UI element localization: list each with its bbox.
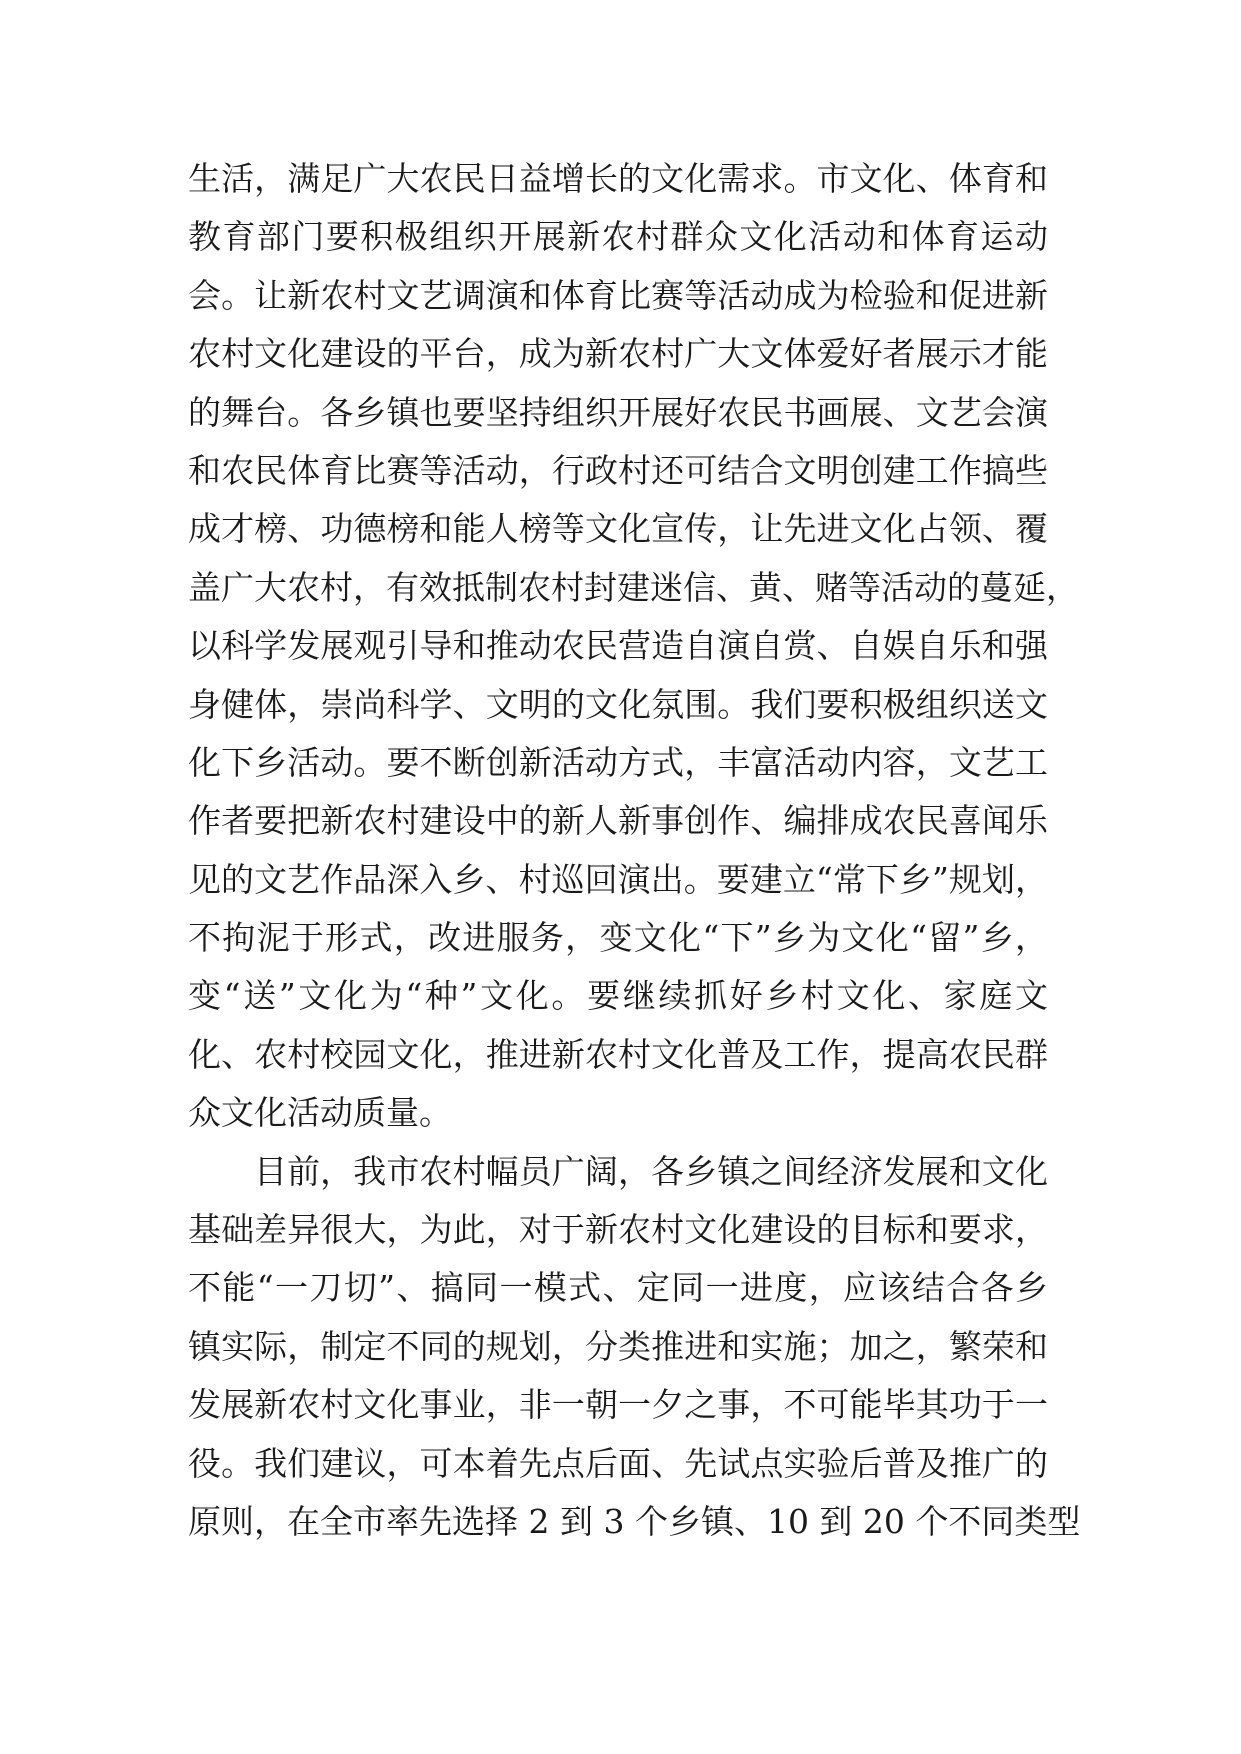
text-line: 化下乡活动。要不断创新活动方式，丰富活动内容，文艺工 bbox=[188, 742, 1048, 782]
text-line: 众文化活动质量。 bbox=[188, 1093, 452, 1133]
text-line: 农村文化建设的平台，成为新农村广大文体爱好者展示才能 bbox=[188, 334, 1048, 374]
text-line: 化、农村校园文化，推进新农村文化普及工作，提高农民群 bbox=[188, 1034, 1048, 1074]
text-line: 见的文艺作品深入乡、村巡回演出。要建立“常下乡”规划， bbox=[188, 859, 1048, 899]
text-line: 和农民体育比赛等活动，行政村还可结合文明创建工作搞些 bbox=[188, 450, 1048, 490]
text-line: 目前，我市农村幅员广阔，各乡镇之间经济发展和文化 bbox=[254, 1151, 1048, 1191]
text-line: 基础差异很大，为此，对于新农村文化建设的目标和要求， bbox=[188, 1210, 1048, 1250]
body-text bbox=[188, 150, 1081, 1551]
text-line: 发展新农村文化事业，非一朝一夕之事，不可能毕其功于一 bbox=[188, 1385, 1048, 1425]
text-line: 生活，满足广大农民日益增长的文化需求。市文化、体育和 bbox=[188, 159, 1048, 198]
text-line: 不能“一刀切”、搞同一模式、定同一进度，应该结合各乡 bbox=[188, 1268, 1048, 1308]
text-line: 成才榜、功德榜和能人榜等文化宣传，让先进文化占领、覆 bbox=[188, 509, 1048, 549]
text-line: 原则，在全市率先选择 2 到 3 个乡镇、10 到 20 个不同类型 bbox=[188, 1501, 1081, 1541]
text-line: 的舞台。各乡镇也要坚持组织开展好农民书画展、文艺会演 bbox=[188, 392, 1048, 432]
text-line: 役。我们建议，可本着先点后面、先试点实验后普及推广的 bbox=[188, 1443, 1048, 1483]
paragraph bbox=[188, 1143, 1081, 1552]
text-line: 变“送”文化为“种”文化。要继续抓好乡村文化、家庭文 bbox=[188, 976, 1048, 1016]
text-line: 会。让新农村文艺调演和体育比赛等活动成为检验和促进新 bbox=[188, 275, 1048, 315]
text-line: 身健体，崇尚科学、文明的文化氛围。我们要积极组织送文 bbox=[188, 684, 1048, 724]
text-line: 教育部门要积极组织开展新农村群众文化活动和体育运动 bbox=[188, 217, 1048, 257]
paragraph bbox=[188, 150, 1079, 1143]
text-line: 作者要把新农村建设中的新人新事创作、编排成农民喜闻乐 bbox=[188, 801, 1048, 841]
text-line: 盖广大农村，有效抵制农村封建迷信、黄、赌等活动的蔓延， bbox=[188, 567, 1079, 607]
text-line: 以科学发展观引导和推动农民营造自演自赏、自娱自乐和强 bbox=[188, 626, 1048, 666]
text-line: 镇实际，制定不同的规划，分类推进和实施；加之，繁荣和 bbox=[188, 1326, 1048, 1366]
text-line: 不拘泥于形式，改进服务，变文化“下”乡为文化“留”乡， bbox=[188, 918, 1048, 958]
